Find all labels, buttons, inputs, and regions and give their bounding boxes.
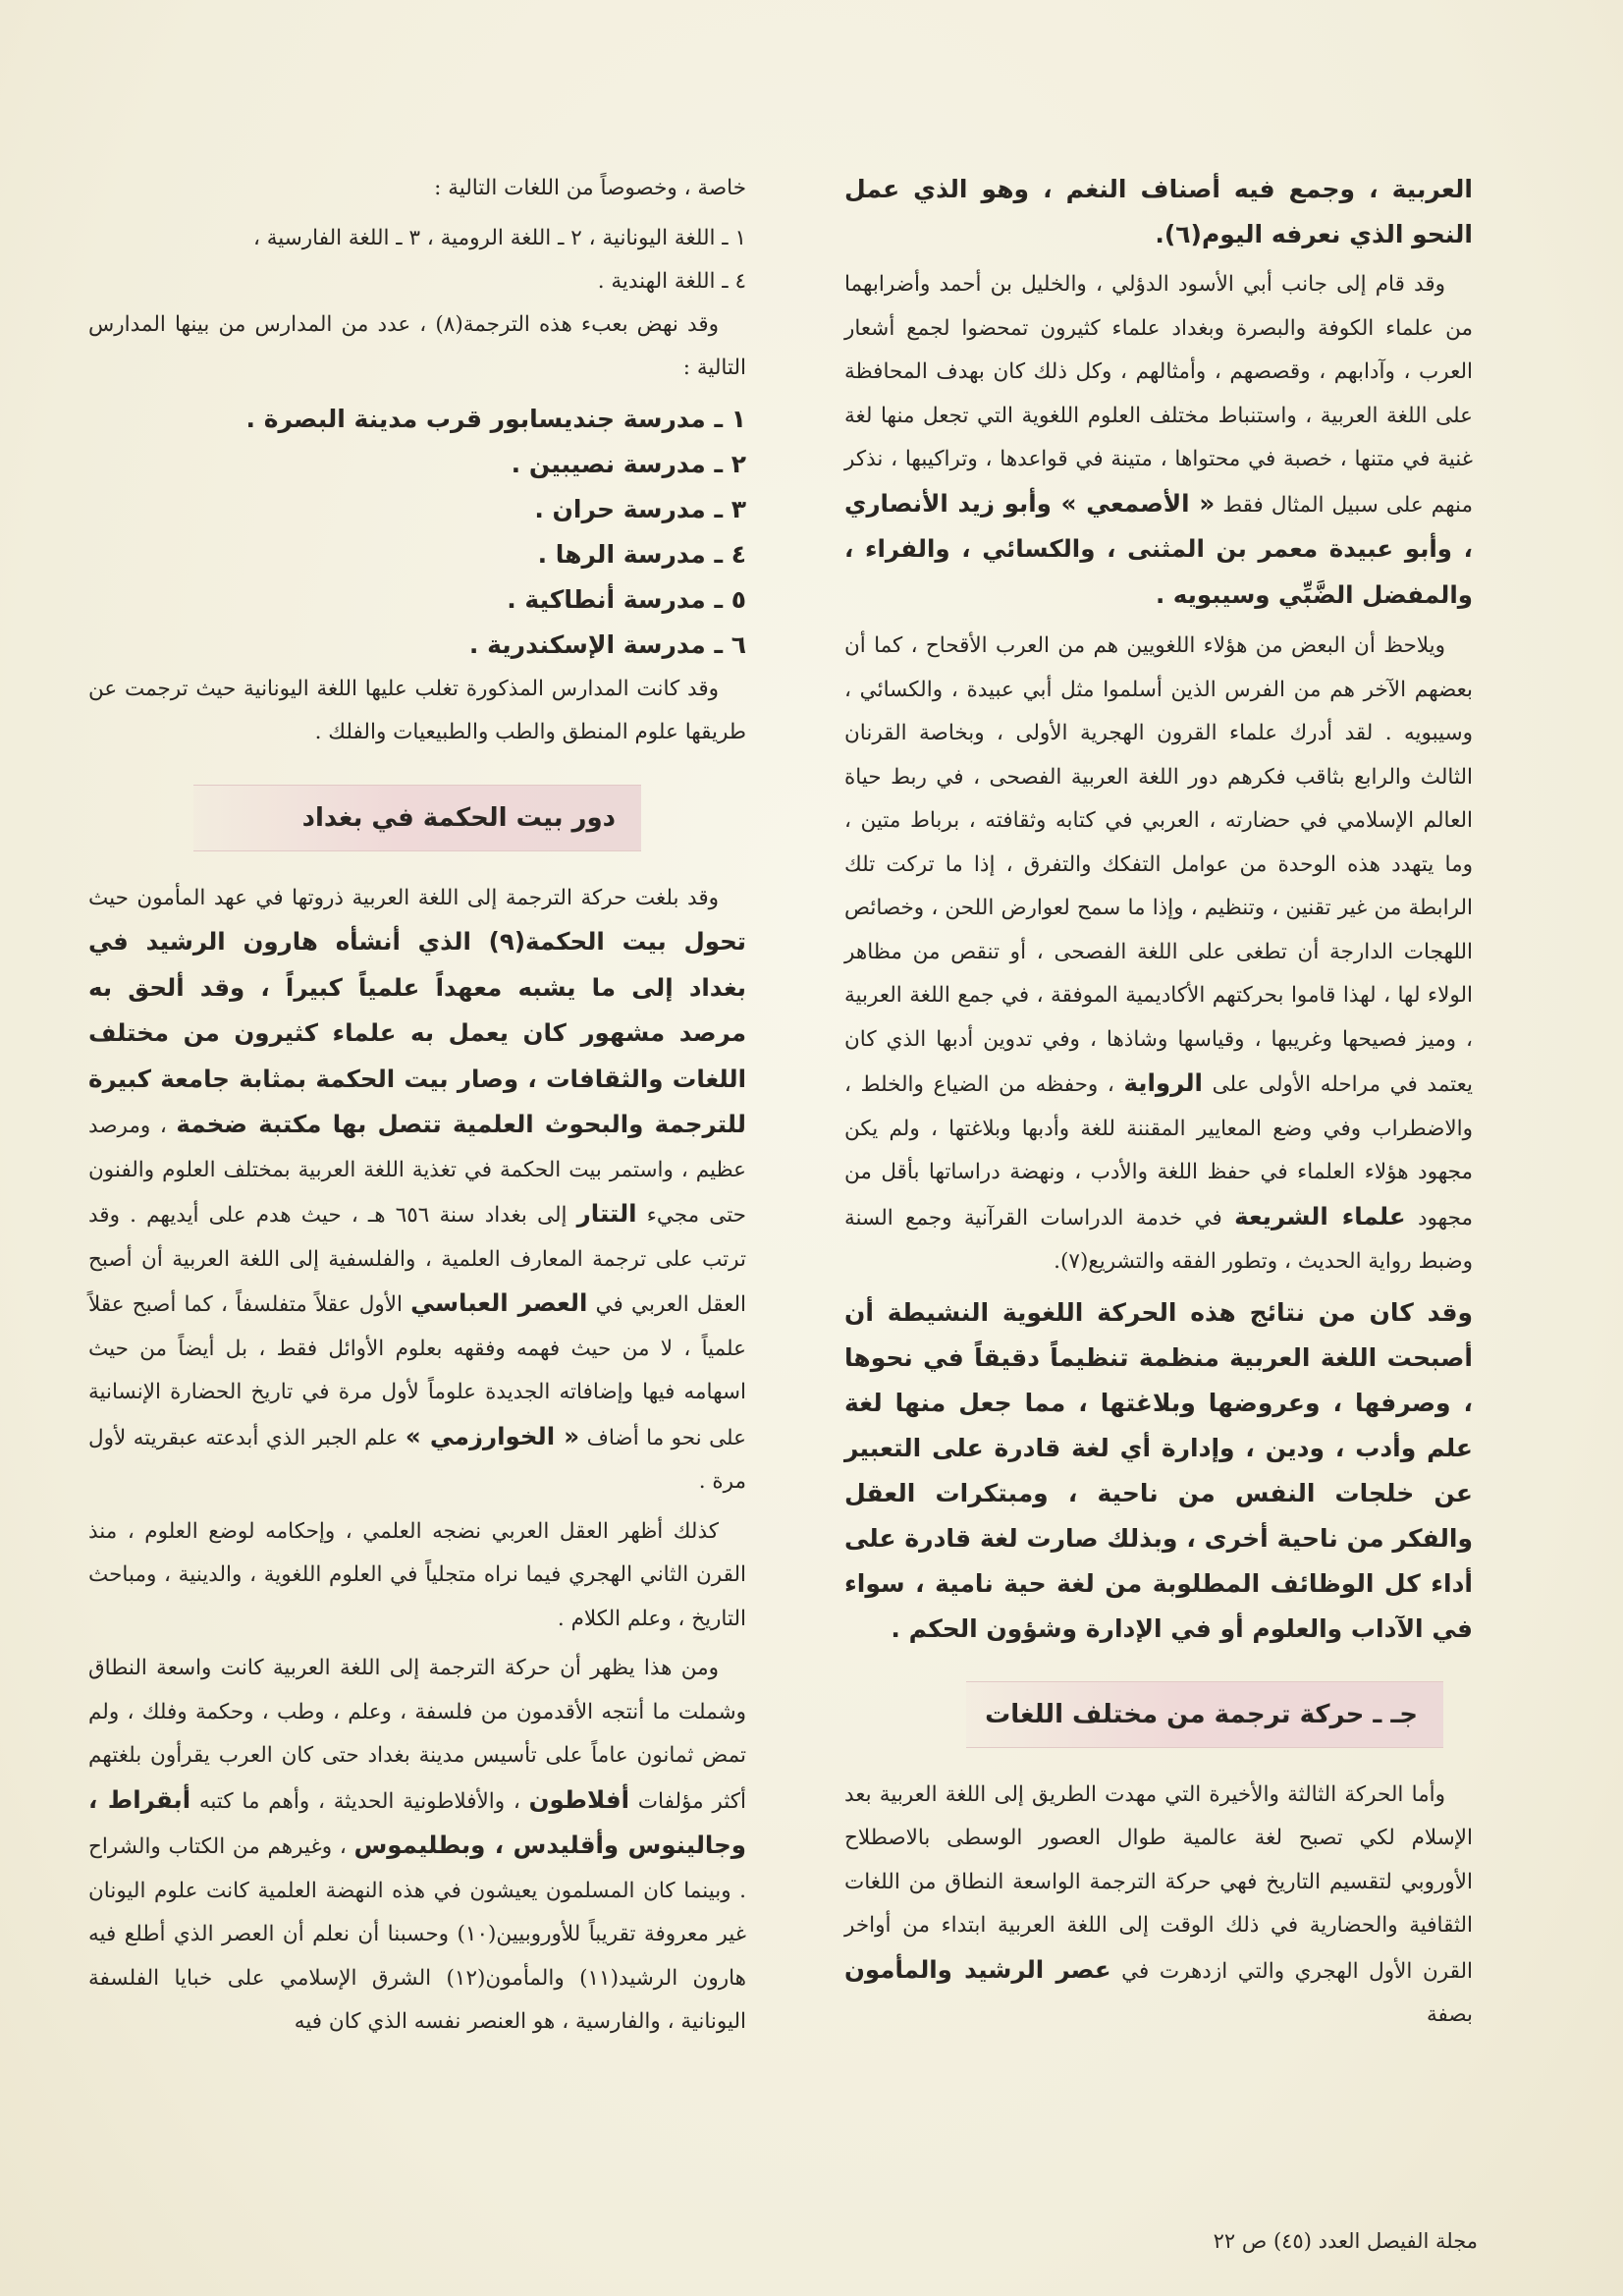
section-heading: جـ ـ حركة ترجمة من مختلف اللغات — [966, 1681, 1443, 1748]
bold-text: التتار — [576, 1199, 637, 1228]
paragraph: وقد نهض بعبء هذه الترجمة(٨) ، عدد من المدارس من بينها المدارس التالية : — [88, 311, 746, 380]
text: ، والأفلاطونية الحديثة ، وأهم ما كتبه — [198, 1788, 520, 1814]
paragraph — [844, 1774, 1473, 2038]
list-item: ٦ ـ مدرسة الإسكندرية . — [468, 629, 746, 659]
text: الأول عقلاً متفلسفاً ، كما أصبح عقلاً علمياً ، لا من حيث فهمه وفقهه بعلوم الأوائل فقط ، بل أيضاً من حيث اسهامه فيها وإضافاته الجديدة علوماً لأول مرة في تاريخ الحضارة الإنسانية على نحو ما أضاف — [88, 1292, 746, 1450]
bold-text: العصر العباسي — [410, 1288, 588, 1317]
list-item: ١ ـ مدرسة جنديسابور قرب مدينة البصرة . — [245, 404, 746, 433]
paragraph: العربية ، وجمع فيه أصناف النغم ، وهو الذي عمل النحو الذي نعرفه اليوم(٦). — [844, 175, 1473, 248]
paragraph — [88, 877, 746, 1504]
bold-text: « الأصمعي » وأبو زيد الأنصاري ، وأبو عبيدة معمر بن المثنى ، والكسائي ، والفراء ، والمفضل الضَّبِّي وسيبويه . — [844, 488, 1473, 609]
list-item: ٢ ـ مدرسة نصيبين . — [511, 449, 746, 478]
list-item: ٣ ـ مدرسة حران . — [534, 494, 746, 523]
list-item: ٤ ـ مدرسة الرها . — [537, 539, 746, 569]
bold-text: عصر الرشيد والمأمون — [844, 1954, 1111, 1984]
text: وقد قام إلى جانب أبي الأسود الدؤلي ، والخليل بن أحمد وأضرابهما من علماء الكوفة والبصرة وبغداد علماء كثيرون تمحضوا لجمع أشعار العرب ، وآدابهم ، وقصصهم ، وأمثالهم ، وكل ذلك كان بهدف المحافظة على اللغة العربية ، واستنباط مختلف العلوم اللغوية التي تجعل منها لغة غنية في متنها ، خصبة في محتواها ، متينة في قواعدها ، وتراكيبها ، نذكر منهم على سبيل المثال فقط — [844, 272, 1474, 518]
right-column — [844, 167, 1473, 2044]
bold-text: « الخوارزمي » — [405, 1421, 580, 1450]
text: ، ومرصد عظيم ، واستمر بيت الحكمة في تغذية اللغة العربية بمختلف العلوم والفنون حتى مجيء — [88, 1114, 746, 1228]
paragraph: وقد كانت المدارس المذكورة تغلب عليها اللغة اليونانية حيث ترجمت عن طريقها علوم المنطق والطب والطبيعيات والفلك . — [88, 676, 746, 744]
bold-text: الرواية — [1123, 1068, 1203, 1097]
left-column — [88, 167, 746, 2050]
paragraph — [844, 263, 1473, 619]
bold-text: أبقراط ، وجالينوس وأقليدس ، وبطليموس — [88, 1784, 746, 1859]
list-item: ٥ ـ مدرسة أنطاكية . — [507, 584, 746, 614]
paragraph — [844, 625, 1473, 1285]
bold-text: تحول بيت الحكمة(٩) الذي أنشأه هارون الرشيد في بغداد إلى ما يشبه معهداً علمياً كبيراً ، وقد ألحق به مرصد مشهور كان يعمل به علماء كثيرون من مختلف اللغات والثقافات ، وصار بيت الحكمة بمثابة جامعة كبيرة للترجمة والبحوث العلمية تتصل بها مكتبة ضخمة — [88, 927, 746, 1138]
languages-list — [88, 217, 746, 303]
text: ومن هذا يظهر أن حركة الترجمة إلى اللغة العربية كانت واسعة النطاق وشملت ما أنتجه الأقدمون من فلسفة ، وعلم ، وطب ، وحكمة وفلك ، ولم تمض ثمانون عاماً على تأسيس مدينة بغداد حتى كان العرب يقرأون بلغتهم أكثر مؤلفات — [88, 1656, 746, 1814]
text: وقد بلغت حركة الترجمة إلى اللغة العربية ذروتها في عهد المأمون حيث — [88, 885, 719, 910]
text: ويلاحظ أن البعض من هؤلاء اللغويين هم من العرب الأقحاح ، كما أن بعضهم الآخر هم من الفرس الذين أسلموا مثل أبي عبيدة ، والكسائي ، وسيبويه . لقد أدرك علماء القرون الهجرية الأولى ، وبخاصة القرنان الثالث والرابع بثاقب فكرهم دور اللغة العربية الفصحى ، في ربط حياة العالم الإسلامي في حضارته ، العربي في كتابه وثقافته ، برباط متين ، وما يتهدد هذه الوحدة من عوامل التفكك والتفرق ، إذا ما تركت تلك الرابطة من غير تقنين ، وتنظيم ، وإذا ما سمح لعوارض اللحن ، وخصائص اللهجات الدارجة أن تطغى على اللغة الفصحى ، أو تنقص من مظاهر الولاء لها ، لهذا قاموا بحركتهم الأكاديمية الموفقة ، في جمع اللغة العربية ، وميز فصيحها وغريبها ، وقياسها وشاذها ، وفي تدوين أدبها الذي كان يعتمد في مراحله الأولى على — [844, 633, 1473, 1097]
paragraph: وقد كان من نتائج هذه الحركة اللغوية النشيطة أن أصبحت اللغة العربية منظمة تنظيماً دقيقاً في نحوها ، وصرفها ، وعروضها وبلاغتها ، مما جعل منها لغة علم وأدب ، ودين ، وإدارة أي لغة قادرة على التعبير عن خلجات النفس من ناحية ، ومبتكرات العقل والفكر من ناحية أخرى ، وبذلك صارت لغة قادرة على أداء كل الوظائف المطلوبة من لغة حية نامية ، سواء في الآداب والعلوم أو في الإدارة وشؤون الحكم . — [844, 1297, 1473, 1643]
text: علم الجبر الذي أبدعته عبقريته لأول مرة . — [88, 1425, 746, 1494]
schools-list — [88, 397, 746, 668]
paragraph: خاصة ، وخصوصاً من اللغات التالية : — [434, 176, 746, 200]
text: في خدمة الدراسات القرآنية وجمع السنة وضبط رواية الحديث ، وتطور الفقه والتشريع(٧). — [844, 1205, 1473, 1274]
paragraph: كذلك أظهر العقل العربي نضجه العلمي ، وإحكامه لوضع العلوم ، منذ القرن الثاني الهجري فيما نراه متجلياً في العلوم اللغوية ، والدينية ، ومباحث التاريخ ، وعلم الكلام . — [88, 1518, 746, 1631]
text: وأما الحركة الثالثة والأخيرة التي مهدت الطريق إلى اللغة العربية بعد الإسلام لكي تصبح لغة عالمية طوال العصور الوسطى بالاصطلاح الأوروبي لتقسيم التاريخ فهي حركة الترجمة الواسعة النطاق من اللغات الثقافية والحضارية في ذلك الوقت إلى اللغة العربية ابتداء من أواخر القرن الأول الهجري والتي ازدهرت في — [844, 1781, 1473, 1984]
text: بصفة — [1426, 2002, 1473, 2027]
text: إلى بغداد سنة ٦٥٦ هـ ، حيث هدم على أيديهم . وقد ترتب على ترجمة المعارف العلمية ، والفلسفية إلى اللغة العربية أن أصبح العقل العربي في — [88, 1203, 746, 1317]
list-item: ٤ ـ اللغة الهندية . — [597, 268, 746, 294]
list-item: ١ ـ اللغة اليونانية ، ٢ ـ اللغة الرومية ، ٣ ـ اللغة الفارسية ، — [252, 225, 746, 250]
bold-text: علماء الشريعة — [1234, 1201, 1406, 1230]
text: ، وحفظه من الضياع والخلط ، والاضطراب وفي وضع المعايير المقننة للغة وأدبها وبلاغتها ، ولم يكن مجهود هؤلاء العلماء في حفظ اللغة والأدب ، ونهضة دراساتها بأقل من مجهود — [844, 1072, 1473, 1230]
paragraph — [88, 1647, 746, 2045]
section-heading: دور بيت الحكمة في بغداد — [193, 785, 641, 851]
text: ، وغيرهم من الكتاب والشراح . وبينما كان المسلمون يعيشون في هذه النهضة العلمية كانت علوم اليونان غير معروفة تقريباً للأوروبيين(١٠) وحسبنا أن نعلم أن العصر الذي أطلع فيه هارون الرشيد(١١) والمأمون(١٢) الشرق الإسلامي على خبايا الفلسفة اليونانية ، والفارسية ، هو العنصر نفسه الذي كان فيه — [88, 1834, 747, 2034]
bold-text: أفلاطون — [528, 1784, 630, 1814]
page-footer: مجلة الفيصل العدد (٤٥) ص ٢٢ — [1213, 2229, 1478, 2253]
